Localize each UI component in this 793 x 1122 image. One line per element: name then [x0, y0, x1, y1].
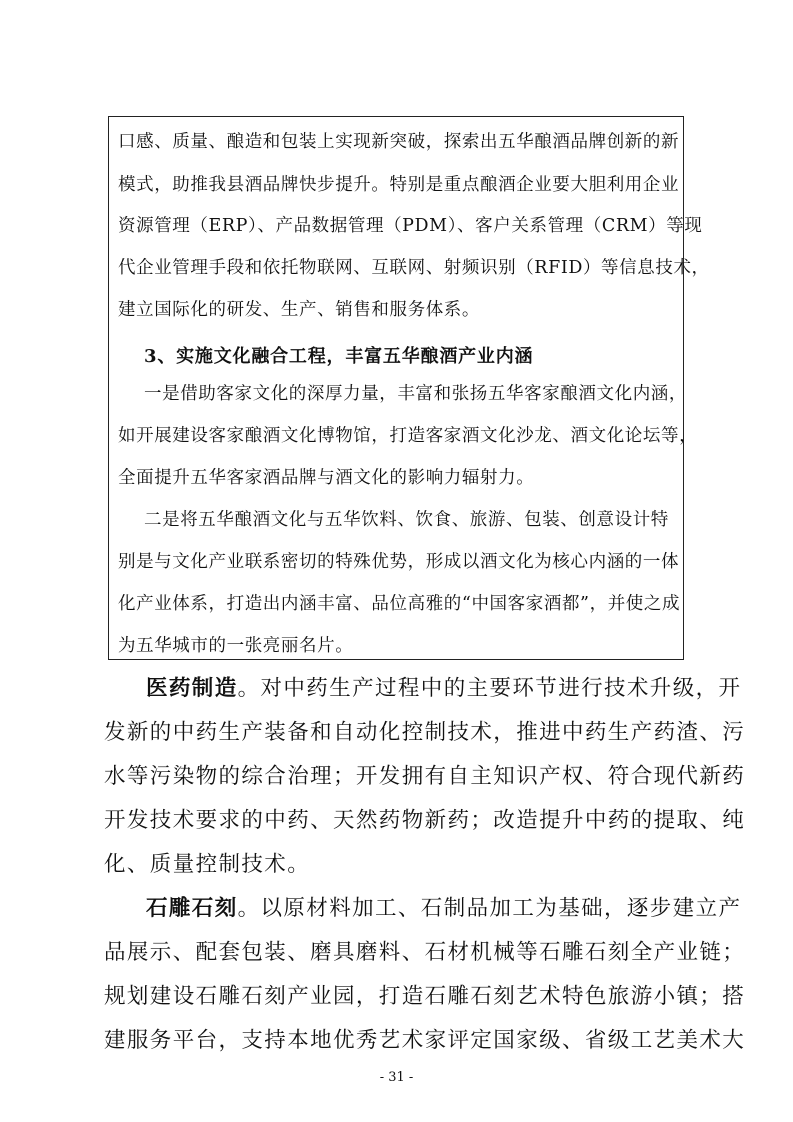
medicine-first-line-text: 。对中药生产过程中的主要环节进行技术升级，开: [237, 676, 742, 701]
medicine-lead-term: 医药制造: [146, 676, 238, 701]
box-para3-line: 为五华城市的一张亮丽名片。: [118, 636, 354, 656]
box-para2-line: 如开展建设客家酿酒文化博物馆，打造客家酒文化沙龙、酒文化论坛等，: [118, 426, 698, 446]
stone-line: 建服务平台，支持本地优秀艺术家评定国家级、省级工艺美术大: [104, 1028, 746, 1053]
box-para3-line: 化产业体系，打造出内涵丰富、品位高雅的“中国客家酒都”，并使之成: [118, 594, 681, 614]
box-para2-line: 全面提升五华客家酒品牌与酒文化的影响力辐射力。: [118, 468, 535, 488]
box-para1-line: 模式，助推我县酒品牌快步提升。特别是重点酿酒企业要大胆利用企业: [118, 175, 680, 195]
box-para3-line: 二是将五华酿酒文化与五华饮料、饮食、旅游、包装、创意设计特: [144, 510, 669, 530]
box-para1-line: 建立国际化的研发、生产、销售和服务体系。: [118, 300, 480, 320]
box-para2-line: 一是借助客家文化的深厚力量，丰富和张扬五华客家酿酒文化内涵，: [144, 384, 687, 404]
box-para3-line: 别是与文化产业联系密切的特殊优势，形成以酒文化为核心内涵的一体: [118, 552, 680, 572]
medicine-line: 开发技术要求的中药、天然药物新药；改造提升中药的提取、纯: [104, 808, 746, 833]
stone-lead-term: 石雕石刻: [146, 896, 238, 921]
medicine-line: 水等污染物的综合治理；开发拥有自主知识产权、符合现代新药: [104, 764, 746, 789]
medicine-line: 化、质量控制技术。: [104, 852, 311, 877]
medicine-line: 发新的中药生产装备和自动化控制技术，推进中药生产药渣、污: [104, 720, 746, 745]
box-para1-line: 资源管理（ERP）、产品数据管理（PDM）、客户关系管理（CRM）等现: [118, 216, 703, 236]
medicine-paragraph-first-line: [146, 676, 742, 702]
box-para1-line: 代企业管理手段和依托物联网、互联网、射频识别（RFID）等信息技术，: [118, 258, 710, 278]
box-para1-line: 口感、质量、酿造和包装上实现新突破，探索出五华酿酒品牌创新的新: [118, 132, 680, 152]
stone-line: 品展示、配套包装、磨具磨料、石材机械等石雕石刻全产业链；: [104, 940, 746, 965]
page-number: - 31 -: [379, 1070, 414, 1085]
box-section-heading: 3、实施文化融合工程，丰富五华酿酒产业内涵: [144, 346, 534, 367]
stone-paragraph-first-line: [146, 896, 742, 922]
stone-line: 规划建设石雕石刻产业园，打造石雕石刻艺术特色旅游小镇；搭: [104, 984, 746, 1009]
stone-first-line-text: 。以原材料加工、石制品加工为基础，逐步建立产: [237, 896, 742, 921]
